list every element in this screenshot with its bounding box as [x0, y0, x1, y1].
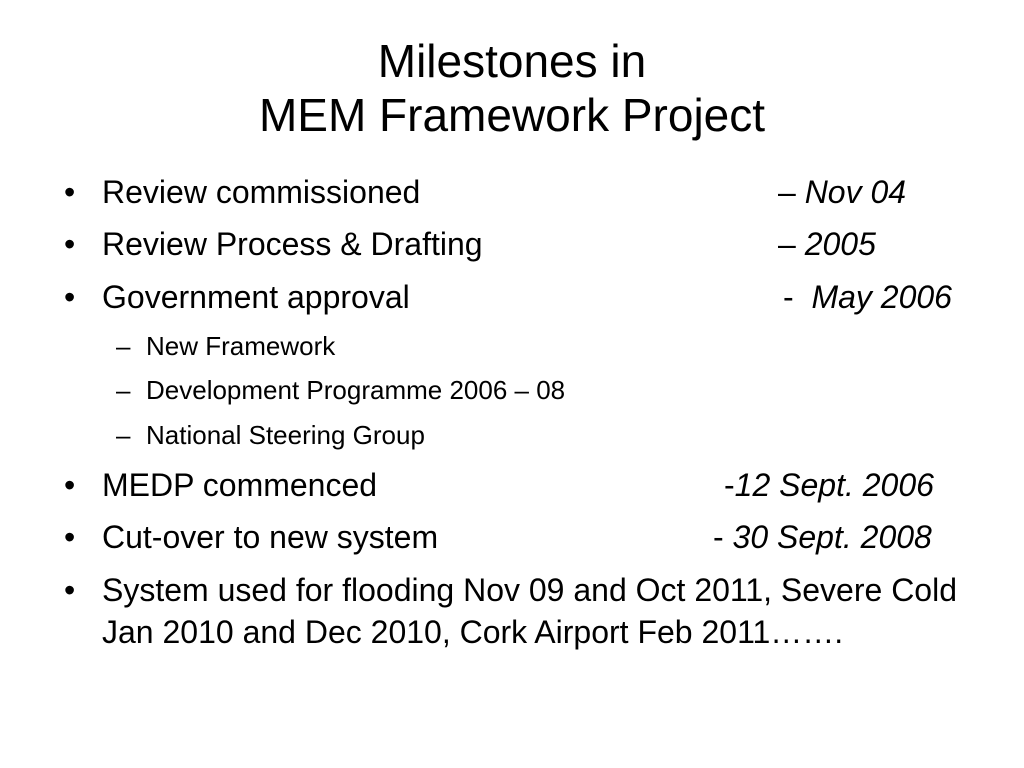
title-line-2: MEM Framework Project	[258, 89, 766, 141]
milestone-date: - 30 Sept. 2008	[713, 519, 932, 555]
milestone-text: Review Process & Drafting	[102, 226, 483, 262]
milestone-text: System used for flooding Nov 09 and Oct 2011, Severe Cold Jan 2010 and Dec 2010, Cork Airport Feb 2011…….	[102, 572, 957, 650]
milestone-date: – Nov 04	[778, 174, 907, 210]
sub-item-text: National Steering Group	[146, 420, 425, 450]
bullet: •	[64, 572, 76, 608]
slide-title	[0, 34, 1024, 142]
milestone-text: MEDP commenced	[102, 467, 378, 503]
milestone-date: -12 Sept. 2006	[724, 467, 934, 503]
sub-item-text: Development Programme 2006 – 08	[146, 375, 566, 405]
dash: –	[116, 375, 131, 405]
bullet: •	[64, 226, 76, 262]
milestone-text: Review commissioned	[102, 174, 421, 210]
title-line-1: Milestones in	[377, 35, 647, 87]
milestone-text: Government approval	[102, 279, 410, 315]
bullet: •	[64, 467, 76, 503]
bullet: •	[64, 279, 76, 315]
sub-item-text: New Framework	[146, 331, 336, 361]
dash: –	[116, 331, 131, 361]
milestone-date: - May 2006	[783, 279, 952, 315]
bullet: •	[64, 174, 76, 210]
dash: –	[116, 420, 131, 450]
milestone-text: Cut-over to new system	[102, 519, 439, 555]
bullet: •	[64, 519, 76, 555]
milestone-date: – 2005	[778, 226, 876, 262]
